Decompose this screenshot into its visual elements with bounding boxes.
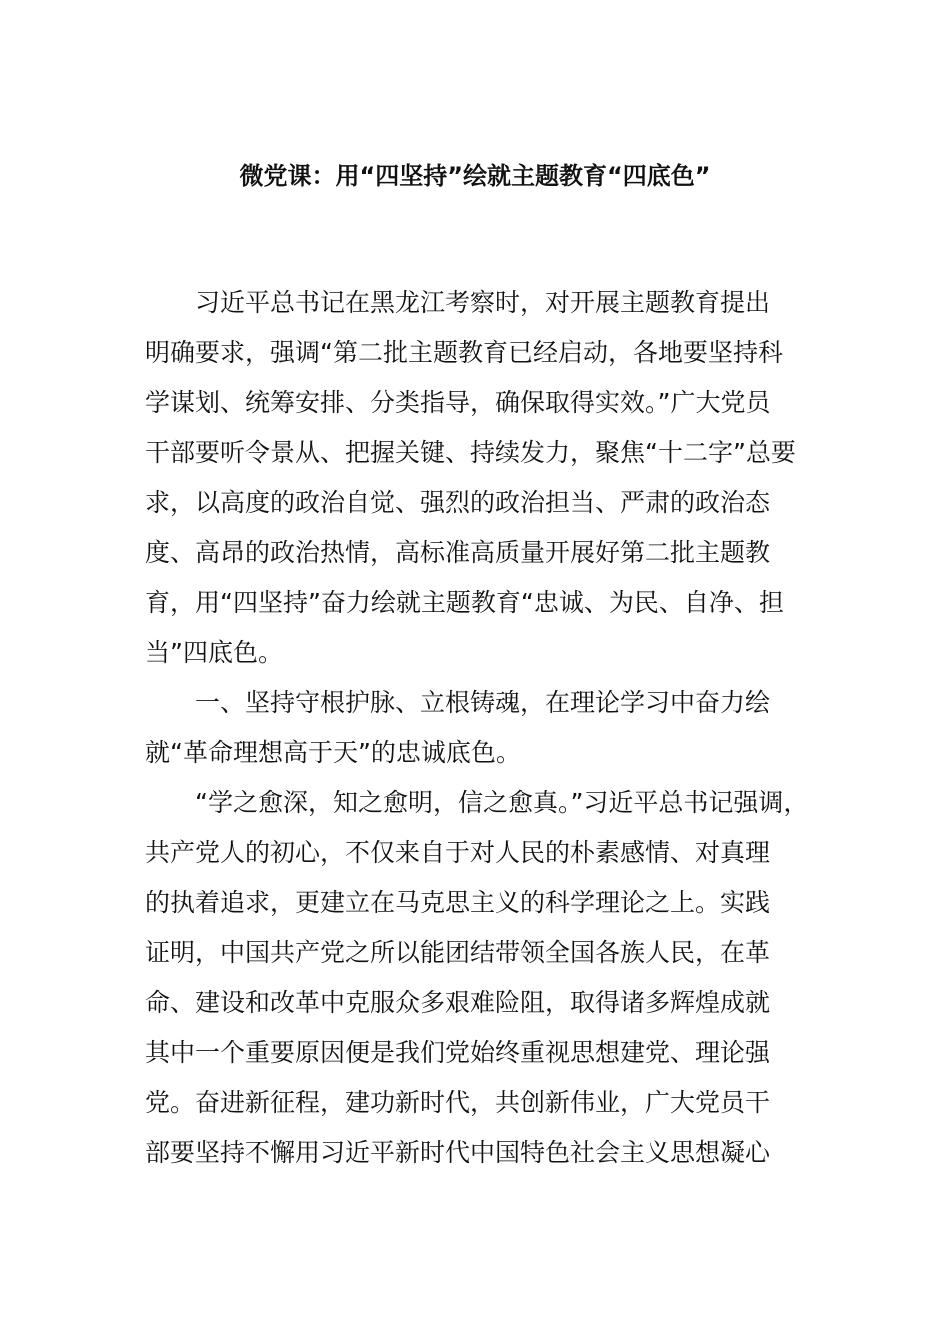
paragraph-1-line-5: 求，以高度的政治自觉、强烈的政治担当、严肃的政治态	[145, 488, 771, 517]
paragraph-2-line-6: 其中一个重要原因便是我们党始终重视思想建党、理论强	[145, 1038, 771, 1067]
paragraph-1-line-3: 学谋划、统筹安排、分类指导，确保取得实效。”广大党员	[145, 388, 771, 417]
paragraph-1-line-4: 干部要听令景从、把握关键、持续发力，聚焦“十二字”总要	[145, 438, 796, 467]
document-title: 微党课：用“四坚持”绘就主题教育“四底色”	[239, 162, 711, 190]
paragraph-1-line-6: 度、高昂的政治热情，高标准高质量开展好第二批主题教	[145, 538, 771, 567]
paragraph-2-line-5: 命、建设和改革中克服众多艰难险阻，取得诸多辉煌成就	[145, 988, 771, 1017]
paragraph-1-line-1: 习近平总书记在黑龙江考察时，对开展主题教育提出	[195, 288, 771, 317]
paragraph-2-line-2: 共产党人的初心，不仅来自于对人民的朴素感情、对真理	[145, 838, 771, 867]
document-body	[145, 278, 835, 1178]
paragraph-2-line-8: 部要坚持不懈用习近平新时代中国特色社会主义思想凝心	[145, 1138, 771, 1167]
paragraph-2-line-3: 的执着追求，更建立在马克思主义的科学理论之上。实践	[145, 888, 771, 917]
paragraph-1-line-7: 育，用“四坚持”奋力绘就主题教育“忠诚、为民、自净、担	[145, 588, 784, 617]
paragraph-1-line-8: 当”四底色。	[145, 638, 283, 667]
paragraph-2-line-4: 证明，中国共产党之所以能团结带领全国各族人民，在革	[145, 938, 771, 967]
paragraph-2-line-1: “学之愈深，知之愈明，信之愈真。”习近平总书记强调，	[195, 788, 809, 817]
section-heading-line-1: 一、坚持守根护脉、立根铸魂，在理论学习中奋力绘	[195, 688, 771, 717]
paragraph-2-line-7: 党。奋进新征程，建功新时代，共创新伟业，广大党员干	[145, 1088, 771, 1117]
section-heading-line-2: 就“革命理想高于天”的忠诚底色。	[145, 738, 521, 767]
paragraph-1-line-2: 明确要求，强调“第二批主题教育已经启动，各地要坚持科	[145, 338, 783, 367]
